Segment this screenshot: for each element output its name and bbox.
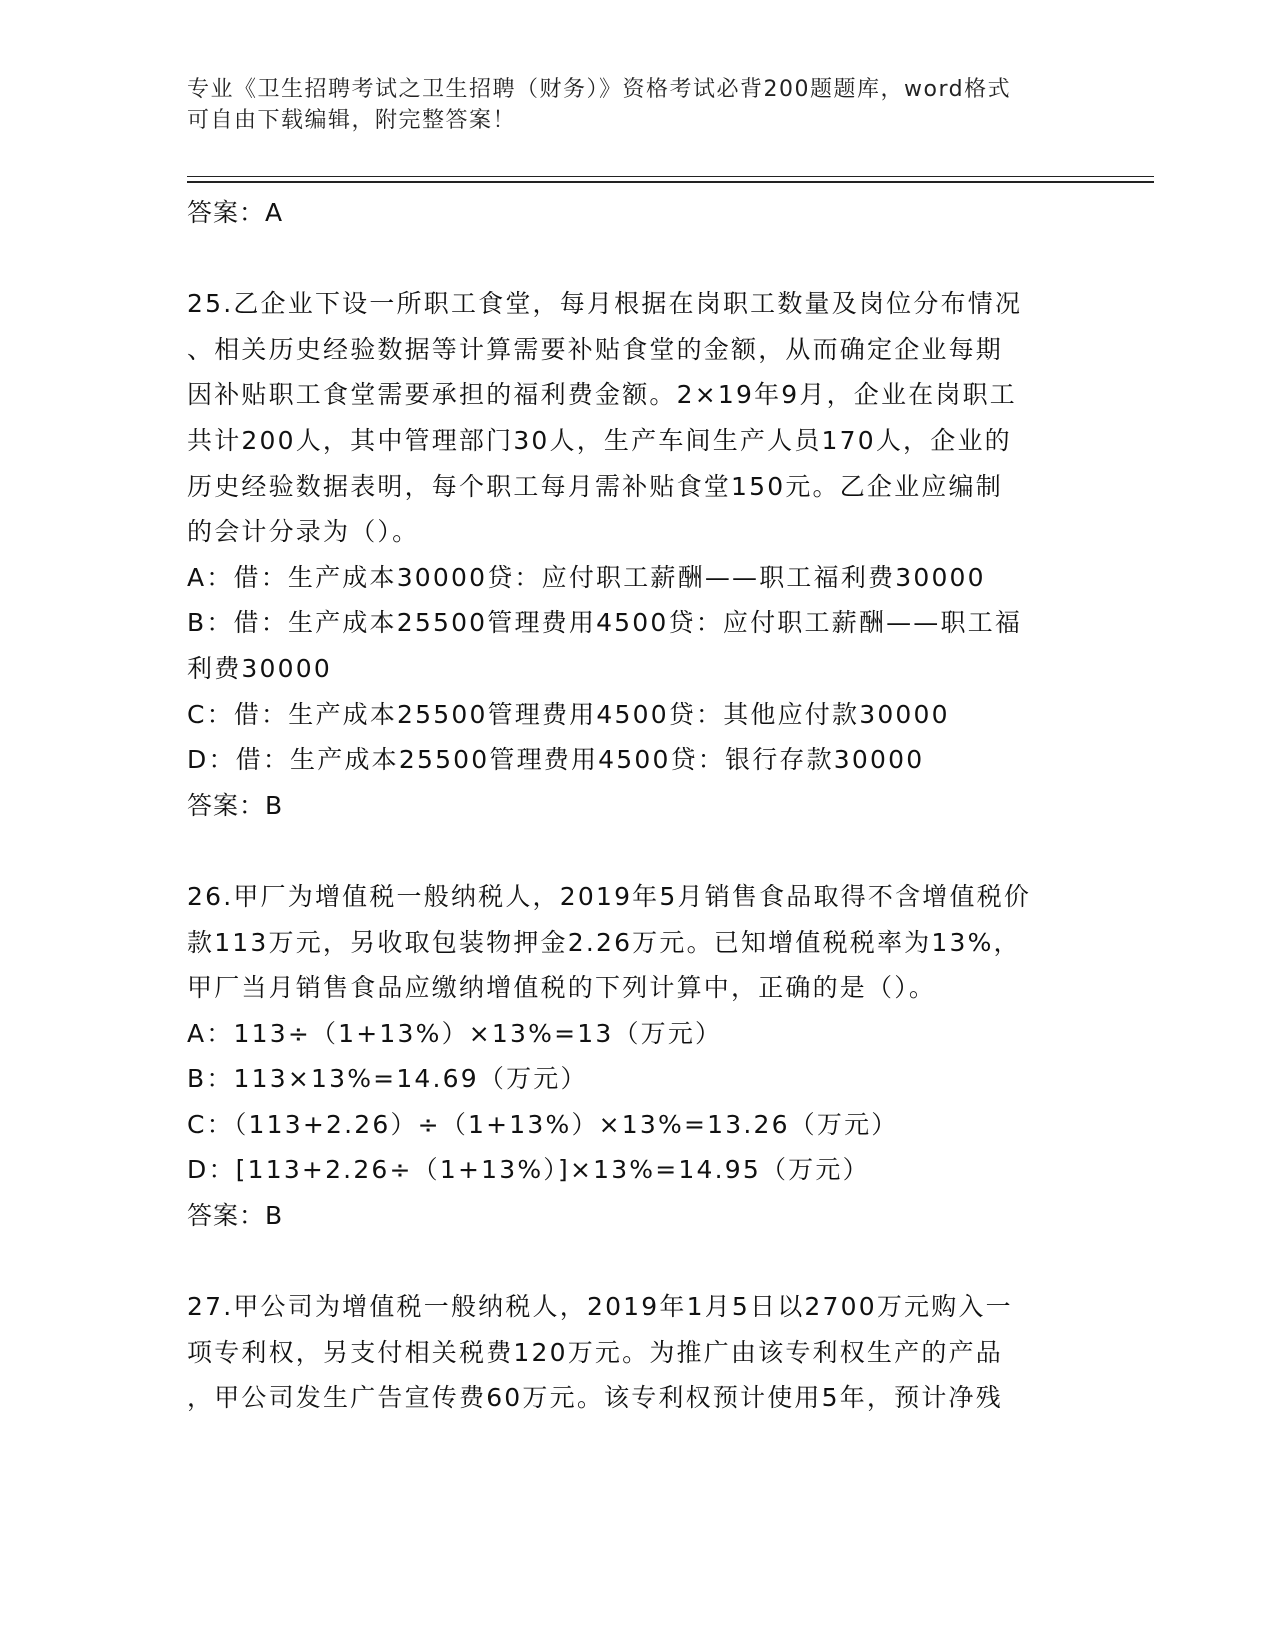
option-a: A：借：生产成本30000贷：应付职工薪酬——职工福利费30000 — [187, 562, 986, 592]
header-rule-thick — [187, 181, 1154, 183]
question-stem-line: 共计200人，其中管理部门30人，生产车间生产人员170人，企业的 — [187, 425, 1012, 455]
option-d: D：借：生产成本25500管理费用4500贷：银行存款30000 — [187, 745, 925, 775]
question-27 — [187, 1284, 1087, 1421]
question-stem-line: 款113万元，另收取包装物押金2.26万元。已知增值税税率为13%， — [187, 927, 1021, 957]
option-b-continued: 利费30000 — [187, 653, 332, 683]
previous-answer: 答案：A — [187, 198, 284, 227]
option-d: D：[113+2.26÷（1+13%）]×13%=14.95（万元） — [187, 1155, 870, 1185]
question-stem-line: 历史经验数据表明，每个职工每月需补贴食堂150元。乙企业应编制 — [187, 471, 1003, 501]
header-title-line-1: 专业《卫生招聘考试之卫生招聘（财务）》资格考试必背200题题库，word格式 — [187, 77, 1012, 102]
option-c: C：借：生产成本25500管理费用4500贷：其他应付款30000 — [187, 699, 950, 729]
question-stem-line: 的会计分录为（）。 — [187, 517, 420, 547]
question-stem-line: 、相关历史经验数据等计算需要补贴食堂的金额，从而确定企业每期 — [187, 334, 1004, 364]
header-rule-thin — [187, 176, 1154, 177]
spacer — [187, 236, 1087, 282]
question-stem-line: 27.甲公司为增值税一般纳税人，2019年1月5日以2700万元购入一 — [187, 1292, 1013, 1322]
header-title-line-2: 可自由下载编辑，附完整答案！ — [187, 108, 517, 133]
question-25 — [187, 281, 1087, 828]
question-stem-line: 因补贴职工食堂需要承担的福利费金额。2×19年9月，企业在岗职工 — [187, 380, 1017, 410]
option-a: A：113÷（1+13%）×13%=13（万元） — [187, 1018, 723, 1048]
question-stem-line: 项专利权，另支付相关税费120万元。为推广由该专利权生产的产品 — [187, 1337, 1003, 1367]
spacer — [187, 828, 1087, 874]
question-stem-line: ，甲公司发生广告宣传费60万元。该专利权预计使用5年，预计净残 — [187, 1383, 1003, 1413]
document-body — [187, 190, 1087, 1421]
spacer — [187, 1239, 1087, 1285]
answer-25: 答案：B — [187, 790, 284, 820]
question-stem-line: 25.乙企业下设一所职工食堂，每月根据在岗职工数量及岗位分布情况 — [187, 289, 1023, 319]
question-stem-line: 26.甲厂为增值税一般纳税人，2019年5月销售食品取得不含增值税价 — [187, 881, 1032, 911]
option-b: B：借：生产成本25500管理费用4500贷：应付职工薪酬——职工福 — [187, 608, 1023, 638]
question-stem-line: 甲厂当月销售食品应缴纳增值税的下列计算中，正确的是（）。 — [187, 973, 937, 1003]
answer-26: 答案：B — [187, 1201, 284, 1231]
document-header — [187, 74, 1067, 136]
option-b: B：113×13%=14.69（万元） — [187, 1064, 588, 1094]
question-26 — [187, 874, 1087, 1239]
option-c: C：（113+2.26）÷（1+13%）×13%=13.26（万元） — [187, 1109, 899, 1139]
